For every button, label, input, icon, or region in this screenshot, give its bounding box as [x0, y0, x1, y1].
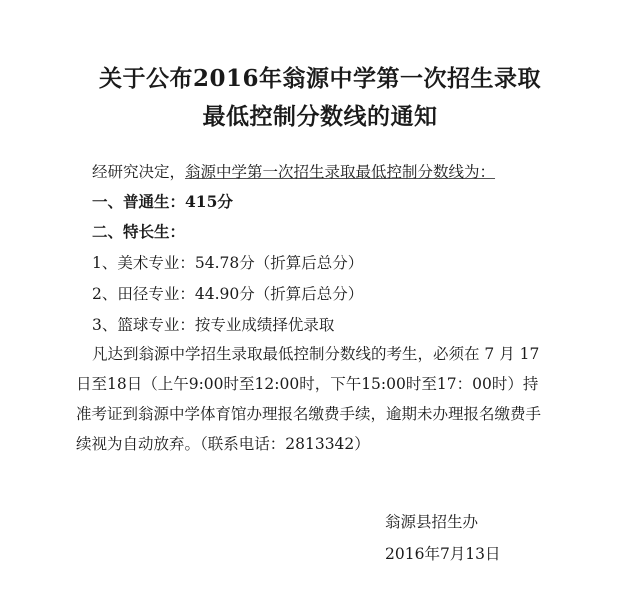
notice-line-4: 续视为自动放弃。（联系电话：2813342） [76, 435, 370, 453]
intro-paragraph [92, 160, 495, 182]
intro-rest: 翁源中学第一次招生录取最低控制分数线为： [185, 163, 496, 181]
basketball-major-rule: 3、篮球专业：按专业成绩择优录取 [92, 316, 335, 334]
issuing-office: 翁源县招生办 [385, 513, 479, 531]
notice-line-3: 准考证到翁源中学体育馆办理报名缴费手续，逾期未办理报名缴费手 [76, 405, 542, 423]
special-students-heading: 二、特长生： [92, 222, 186, 241]
notice-line-1: 凡达到翁源中学招生录取最低控制分数线的考生，必须在 7 月 17 [92, 345, 540, 363]
art-major-score: 1、美术专业：54.78分（折算后总分） [92, 254, 364, 272]
notice-title-line-2: 最低控制分数线的通知 [202, 103, 438, 130]
notice-title-line-1: 关于公布2016年翁源中学第一次招生录取 [98, 65, 541, 92]
notice-line-2: 日至18日（上午9:00时至12:00时，下午15:00时至17：00时）持 [76, 375, 539, 393]
issue-date: 2016年7月13日 [385, 545, 501, 563]
general-students-score: 一、普通生：415分 [92, 192, 233, 211]
track-major-score: 2、田径专业：44.90分（折算后总分） [92, 285, 364, 303]
intro-lead: 经研究决定， [92, 163, 186, 181]
